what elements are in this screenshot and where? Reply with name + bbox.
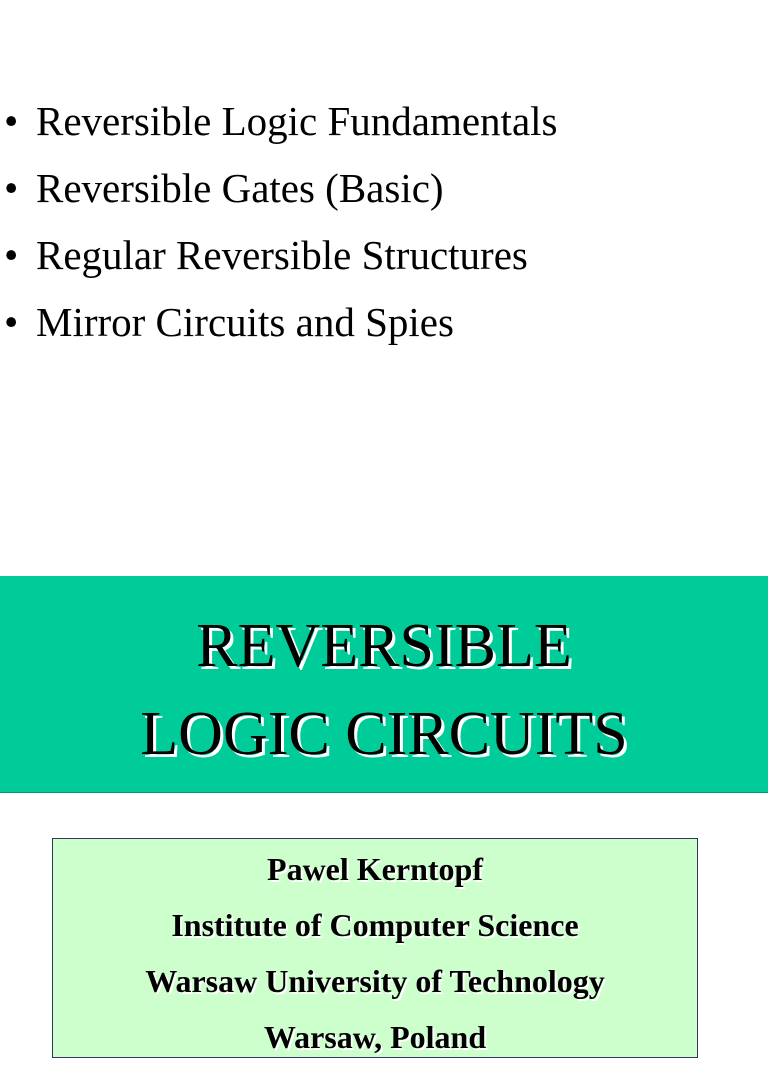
outline-list (0, 88, 768, 356)
author-institute: Institute of Computer Science (171, 907, 579, 943)
title-line-1: REVERSIBLE (196, 612, 572, 680)
title-banner (0, 576, 768, 793)
author-university: Warsaw University of Technology (145, 963, 605, 999)
outline-item-label: Regular Reversible Structures (36, 232, 528, 278)
outline-item (0, 155, 768, 222)
outline-item (0, 88, 768, 155)
outline-item (0, 289, 768, 356)
outline-item-label: Mirror Circuits and Spies (36, 299, 454, 345)
bullet-icon: • (4, 232, 19, 278)
outline-item (0, 222, 768, 289)
bullet-icon: • (4, 165, 19, 211)
outline-item-label: Reversible Logic Fundamentals (36, 98, 558, 144)
outline-item-label: Reversible Gates (Basic) (36, 165, 444, 211)
author-location: Warsaw, Poland (263, 1019, 487, 1055)
bullet-icon: • (4, 98, 19, 144)
author-box (52, 838, 698, 1058)
bullet-icon: • (4, 299, 19, 345)
title-line-2: LOGIC CIRCUITS (140, 700, 628, 768)
author-name: Pawel Kerntopf (267, 851, 483, 887)
